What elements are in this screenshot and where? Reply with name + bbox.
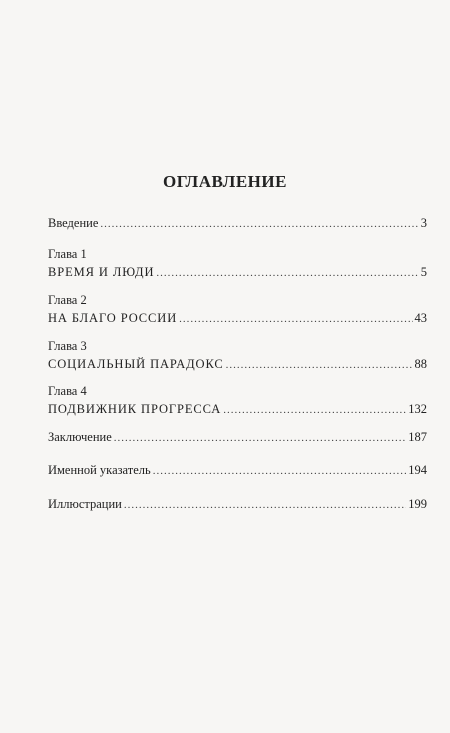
chapter-label: Глава 2 — [48, 293, 87, 307]
toc-entry-chapter-4 — [48, 384, 427, 418]
toc-entry-text: ПОДВИЖНИК ПРОГРЕССА — [48, 402, 222, 416]
toc-page-number: 199 — [408, 497, 427, 511]
dot-leader — [153, 464, 407, 479]
toc-line — [48, 497, 427, 513]
toc-line — [48, 216, 427, 232]
chapter-label: Глава 3 — [48, 339, 87, 353]
toc-page-number: 132 — [408, 402, 427, 416]
toc-entry-text: НА БЛАГО РОССИИ — [48, 311, 178, 325]
toc-page-number: 5 — [420, 265, 427, 279]
dot-leader — [156, 266, 418, 281]
toc-entry-intro — [48, 216, 427, 232]
toc-entry-text: СОЦИАЛЬНЫЙ ПАРАДОКС — [48, 357, 224, 371]
dot-leader — [100, 217, 418, 232]
toc-entry-text: Введение — [48, 216, 99, 230]
toc-line — [48, 357, 427, 373]
toc-entry-illustrations — [48, 497, 427, 513]
toc-line — [48, 463, 427, 479]
toc-entry-text: Иллюстрации — [48, 497, 122, 511]
toc-line — [48, 430, 427, 446]
dot-leader — [124, 498, 406, 513]
toc-page-number: 43 — [414, 311, 427, 325]
toc-page-number: 194 — [408, 463, 427, 477]
dot-leader — [223, 403, 406, 418]
toc-page-number: 88 — [414, 357, 427, 371]
toc-line — [48, 311, 427, 327]
toc-entry-name-index — [48, 463, 427, 479]
toc-page-number: 3 — [420, 216, 427, 230]
toc-line — [48, 402, 427, 418]
dot-leader — [179, 312, 412, 327]
page-title: ОГЛАВЛЕНИЕ — [163, 172, 287, 191]
toc-entry-chapter-3 — [48, 339, 427, 373]
toc-entry-text: ВРЕМЯ И ЛЮДИ — [48, 265, 155, 279]
chapter-label: Глава 1 — [48, 247, 87, 261]
toc-entry-chapter-2 — [48, 293, 427, 327]
dot-leader — [114, 431, 407, 446]
toc-entry-conclusion — [48, 430, 427, 446]
dot-leader — [226, 358, 413, 373]
toc-entry-text: Именной указатель — [48, 463, 151, 477]
toc-entry-chapter-1 — [48, 247, 427, 281]
chapter-label: Глава 4 — [48, 384, 87, 398]
toc-entry-text: Заключение — [48, 430, 112, 444]
toc-page-number: 187 — [408, 430, 427, 444]
toc-line — [48, 265, 427, 281]
